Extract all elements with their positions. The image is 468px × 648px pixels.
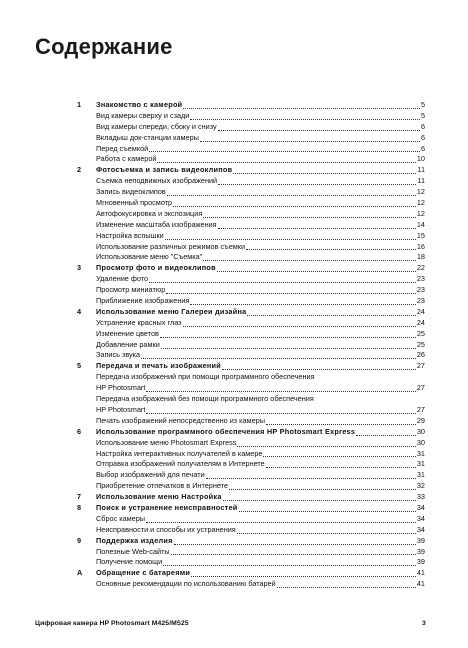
toc-page-number: 12 xyxy=(416,198,425,208)
toc-section-row[interactable] xyxy=(0,579,468,590)
toc-chapter-number: 3 xyxy=(77,263,82,273)
toc-chapter-row[interactable] xyxy=(0,361,468,372)
toc-page-number: 15 xyxy=(416,230,425,240)
toc-section-row[interactable] xyxy=(0,372,468,383)
toc-entry[interactable] xyxy=(96,296,425,307)
toc-section-row[interactable] xyxy=(0,459,468,470)
toc-page-number: 25 xyxy=(416,339,425,349)
toc-entry[interactable] xyxy=(96,198,425,209)
toc-page-number: 12 xyxy=(416,187,425,197)
toc-entry-title: Печать изображений непосредственно из камеры xyxy=(96,415,265,425)
toc-dot-leader xyxy=(160,330,416,338)
toc-page-number: 33 xyxy=(416,492,425,502)
toc-entry[interactable] xyxy=(96,220,425,231)
toc-entry-title: Передача изображений при помощи программного обеспечения xyxy=(96,372,315,382)
toc-page-number: 23 xyxy=(416,285,425,295)
toc-dot-leader xyxy=(149,144,420,152)
toc-page-number: 24 xyxy=(416,317,425,327)
toc-dot-leader xyxy=(183,101,420,109)
toc-dot-leader xyxy=(218,221,416,229)
toc-dot-leader xyxy=(190,112,420,120)
toc-section-row[interactable] xyxy=(0,405,468,416)
toc-dot-leader xyxy=(200,134,420,142)
toc-page-number: 22 xyxy=(416,263,425,273)
toc-dot-leader xyxy=(161,341,416,349)
toc-entry[interactable] xyxy=(96,209,425,220)
toc-entry[interactable] xyxy=(96,361,425,372)
toc-page-number: 27 xyxy=(416,383,425,393)
toc-entry-title: Добавление рамки xyxy=(96,339,160,349)
toc-entry[interactable] xyxy=(96,165,425,176)
toc-page-number: 41 xyxy=(416,568,425,578)
toc-entry-title: Использование меню "Съемка" xyxy=(96,252,203,262)
toc-page-number: 30 xyxy=(416,437,425,447)
toc-dot-leader xyxy=(222,362,416,370)
toc-entry[interactable] xyxy=(96,111,425,122)
toc-entry[interactable] xyxy=(96,307,425,318)
toc-page-number: 34 xyxy=(416,513,425,523)
toc-dot-leader xyxy=(173,199,416,207)
toc-entry[interactable] xyxy=(96,242,425,253)
toc-page-number: 26 xyxy=(416,350,425,360)
toc-dot-leader xyxy=(183,319,416,327)
toc-entry[interactable] xyxy=(96,405,425,416)
toc-entry[interactable] xyxy=(96,372,425,383)
toc-section-row[interactable] xyxy=(0,557,468,568)
toc-entry-title: Приобретение отпечатков в Интернете xyxy=(96,481,229,491)
toc-section-row[interactable] xyxy=(0,394,468,405)
toc-entry-title: Съемка неподвижных изображений xyxy=(96,176,218,186)
toc-dot-leader xyxy=(163,558,416,566)
toc-entry-title: Перед съемкой xyxy=(96,143,149,153)
toc-entry[interactable] xyxy=(96,176,425,187)
toc-entry-title: Запись видеоклипов xyxy=(96,187,166,197)
toc-entry[interactable] xyxy=(96,503,425,514)
toc-section-row[interactable] xyxy=(0,111,468,122)
toc-page-number: 14 xyxy=(416,219,425,229)
toc-page-number: 5 xyxy=(420,110,425,120)
toc-dot-leader xyxy=(171,547,416,555)
toc-dot-leader xyxy=(174,537,416,545)
toc-dot-leader xyxy=(266,460,416,468)
toc-section-row[interactable] xyxy=(0,154,468,165)
toc-section-row[interactable] xyxy=(0,481,468,492)
toc-dot-leader xyxy=(191,569,416,577)
toc-entry[interactable] xyxy=(96,492,425,503)
toc-entry[interactable] xyxy=(96,481,425,492)
toc-entry-title: Просмотр фото и видеоклипов xyxy=(96,263,216,273)
toc-entry-title: Приближение изображения xyxy=(96,296,190,306)
toc-page-number: 27 xyxy=(416,404,425,414)
toc-page-number: 31 xyxy=(416,448,425,458)
toc-page-number: 34 xyxy=(416,524,425,534)
toc-section-row[interactable] xyxy=(0,274,468,285)
toc-section-row[interactable] xyxy=(0,231,468,242)
toc-section-row[interactable] xyxy=(0,242,468,253)
toc-page-number: 11 xyxy=(417,165,425,175)
toc-entry-title: Поддержка изделия xyxy=(96,535,173,545)
toc-entry-title: Использование программного обеспечения HP Photosmart Express xyxy=(96,426,356,436)
toc-entry-title: Работа с камерой xyxy=(96,154,157,164)
toc-entry-title: Обращение с батареями xyxy=(96,568,191,578)
toc-entry-title: Полезные Web-сайты xyxy=(96,546,170,556)
toc-entry-title: Удаление фото xyxy=(96,274,149,284)
toc-entry[interactable] xyxy=(96,154,425,165)
toc-entry[interactable] xyxy=(96,579,425,590)
toc-entry[interactable] xyxy=(96,427,425,438)
toc-dot-leader xyxy=(218,177,416,185)
toc-page-number: 24 xyxy=(416,306,425,316)
toc-chapter-number: 9 xyxy=(77,535,82,545)
toc-section-row[interactable] xyxy=(0,176,468,187)
toc-entry[interactable] xyxy=(96,122,425,133)
toc-dot-leader xyxy=(146,406,416,414)
toc-section-row[interactable] xyxy=(0,547,468,558)
toc-dot-leader xyxy=(190,297,415,305)
toc-entry[interactable] xyxy=(96,438,425,449)
toc-entry-title: Знакомство с камерой xyxy=(96,100,183,109)
toc-page-number: 12 xyxy=(416,208,425,218)
toc-dot-leader xyxy=(217,264,416,272)
toc-section-row[interactable] xyxy=(0,318,468,329)
toc-chapter-row[interactable] xyxy=(0,503,468,514)
toc-dot-leader xyxy=(149,275,416,283)
toc-section-row[interactable] xyxy=(0,449,468,460)
toc-dot-leader xyxy=(229,482,416,490)
toc-page-number: 25 xyxy=(416,328,425,338)
toc-page-number: 6 xyxy=(420,143,425,153)
page-title: Содержание xyxy=(35,34,173,59)
toc-chapter-number: 7 xyxy=(77,492,82,502)
table-of-contents xyxy=(0,100,468,590)
toc-section-row[interactable] xyxy=(0,438,468,449)
toc-page-number: 31 xyxy=(416,459,425,469)
toc-section-row[interactable] xyxy=(0,285,468,296)
toc-page-number: 5 xyxy=(420,100,425,109)
toc-chapter-number: 8 xyxy=(77,502,82,512)
toc-section-row[interactable] xyxy=(0,198,468,209)
toc-chapter-number: 5 xyxy=(77,361,82,371)
toc-section-row[interactable] xyxy=(0,133,468,144)
toc-dot-leader xyxy=(237,526,416,534)
toc-entry[interactable] xyxy=(96,318,425,329)
toc-entry-title: HP Photosmart xyxy=(96,383,146,393)
toc-entry-title: Автофокусировка и экспозиция xyxy=(96,208,203,218)
toc-page-number: 34 xyxy=(416,502,425,512)
toc-section-row[interactable] xyxy=(0,296,468,307)
toc-dot-leader xyxy=(203,210,416,218)
toc-entry[interactable] xyxy=(96,449,425,460)
toc-chapter-number: A xyxy=(77,568,83,578)
toc-page-number: 16 xyxy=(416,241,425,251)
toc-entry[interactable] xyxy=(96,525,425,536)
toc-entry-title: HP Photosmart xyxy=(96,404,146,414)
toc-chapter-number: 4 xyxy=(77,306,82,316)
toc-entry-title: Устранение красных глаз xyxy=(96,317,182,327)
toc-entry-title: Фотосъемка и запись видеоклипов xyxy=(96,165,233,175)
toc-section-row[interactable] xyxy=(0,514,468,525)
toc-entry[interactable] xyxy=(96,383,425,394)
toc-dot-leader xyxy=(233,166,416,174)
toc-section-row[interactable] xyxy=(0,329,468,340)
toc-entry-title: Запись звука xyxy=(96,350,141,360)
toc-entry[interactable] xyxy=(96,536,425,547)
toc-section-row[interactable] xyxy=(0,209,468,220)
toc-chapter-row[interactable] xyxy=(0,427,468,438)
toc-page-number: 11 xyxy=(417,176,425,186)
toc-dot-leader xyxy=(277,580,416,588)
footer-page-number: 3 xyxy=(422,620,426,627)
toc-dot-leader xyxy=(165,232,416,240)
toc-entry-title: Вид камеры сверху и сзади xyxy=(96,110,190,120)
toc-dot-leader xyxy=(146,384,416,392)
toc-chapter-number: 1 xyxy=(77,100,82,109)
toc-dot-leader xyxy=(206,471,416,479)
toc-entry[interactable] xyxy=(96,252,425,263)
toc-entry-title: Мгновенный просмотр xyxy=(96,198,173,208)
toc-entry[interactable] xyxy=(96,274,425,285)
toc-page-number: 31 xyxy=(416,470,425,480)
toc-page-number: 39 xyxy=(416,535,425,545)
toc-section-row[interactable] xyxy=(0,383,468,394)
toc-section-row[interactable] xyxy=(0,350,468,361)
toc-dot-leader xyxy=(167,188,416,196)
toc-page-number: 32 xyxy=(416,481,425,491)
toc-section-row[interactable] xyxy=(0,340,468,351)
toc-entry[interactable] xyxy=(96,568,425,579)
toc-entry[interactable] xyxy=(96,350,425,361)
toc-chapter-number: 6 xyxy=(77,426,82,436)
toc-entry[interactable] xyxy=(96,470,425,481)
toc-entry-title: Просмотр миниатюр xyxy=(96,285,166,295)
toc-entry-title: Настройка вспышки xyxy=(96,230,164,240)
toc-dot-leader xyxy=(247,308,415,316)
toc-entry[interactable] xyxy=(96,144,425,155)
toc-page-number: 18 xyxy=(416,252,425,262)
toc-entry-title: Основные рекомендации по использованию батарей xyxy=(96,579,276,589)
toc-dot-leader xyxy=(223,493,416,501)
toc-entry[interactable] xyxy=(96,459,425,470)
toc-section-row[interactable] xyxy=(0,220,468,231)
toc-entry[interactable] xyxy=(96,263,425,274)
toc-dot-leader xyxy=(266,417,416,425)
toc-entry-title: Настройка интерактивных получателей в камере xyxy=(96,448,263,458)
toc-page-number: 39 xyxy=(416,546,425,556)
toc-entry-title: Отправка изображений получателям в Интернете xyxy=(96,459,265,469)
toc-dot-leader xyxy=(146,515,416,523)
toc-entry-title: Использование меню Настройка xyxy=(96,492,222,502)
toc-chapter-number: 2 xyxy=(77,165,82,175)
toc-section-row[interactable] xyxy=(0,122,468,133)
toc-entry[interactable] xyxy=(96,285,425,296)
toc-page-number: 23 xyxy=(416,296,425,306)
toc-entry-title: Передача и печать изображений xyxy=(96,361,222,371)
toc-dot-leader xyxy=(157,155,415,163)
toc-dot-leader xyxy=(166,286,416,294)
toc-chapter-row[interactable] xyxy=(0,492,468,503)
toc-entry[interactable] xyxy=(96,231,425,242)
toc-entry-title: Изменение цветов xyxy=(96,328,159,338)
toc-entry[interactable] xyxy=(96,394,425,405)
toc-section-row[interactable] xyxy=(0,144,468,155)
toc-entry[interactable] xyxy=(96,329,425,340)
footer-product-name: Цифровая камера HP Photosmart M425/M525 xyxy=(35,620,189,627)
toc-chapter-row[interactable] xyxy=(0,100,468,111)
toc-page-number: 41 xyxy=(416,579,425,589)
toc-page-number: 10 xyxy=(416,154,425,164)
toc-section-row[interactable] xyxy=(0,470,468,481)
toc-entry-title: Передача изображений без помощи программного обеспечения xyxy=(96,394,314,404)
toc-dot-leader xyxy=(239,504,416,512)
toc-page-number: 39 xyxy=(416,557,425,567)
toc-entry[interactable] xyxy=(96,557,425,568)
toc-entry-title: Поиск и устранение неисправностей xyxy=(96,502,238,512)
toc-dot-leader xyxy=(246,242,416,250)
toc-chapter-row[interactable] xyxy=(0,263,468,274)
toc-page-number: 6 xyxy=(420,132,425,142)
toc-section-row[interactable] xyxy=(0,416,468,427)
toc-page-number: 6 xyxy=(420,121,425,131)
toc-dot-leader xyxy=(141,351,416,359)
toc-entry-title: Неисправности и способы их устранения xyxy=(96,524,236,534)
toc-entry-title: Использование меню Галереи дизайна xyxy=(96,306,247,316)
toc-section-row[interactable] xyxy=(0,252,468,263)
toc-dot-leader xyxy=(356,428,416,436)
toc-entry-title: Использование различных режимов съемки xyxy=(96,241,246,251)
toc-entry[interactable] xyxy=(96,416,425,427)
toc-chapter-row[interactable] xyxy=(0,568,468,579)
toc-page-number: 27 xyxy=(416,361,425,371)
toc-entry-title: Вкладыш док-станции камеры xyxy=(96,132,199,142)
toc-chapter-row[interactable] xyxy=(0,536,468,547)
toc-dot-leader xyxy=(218,123,420,131)
toc-section-row[interactable] xyxy=(0,525,468,536)
toc-section-row[interactable] xyxy=(0,187,468,198)
toc-chapter-row[interactable] xyxy=(0,165,468,176)
toc-page-number: 30 xyxy=(416,426,425,436)
toc-entry[interactable] xyxy=(96,340,425,351)
toc-entry[interactable] xyxy=(96,133,425,144)
toc-entry[interactable] xyxy=(96,547,425,558)
toc-entry-title: Получение помощи xyxy=(96,557,163,567)
toc-entry-title: Сброс камеры xyxy=(96,513,146,523)
toc-entry[interactable] xyxy=(96,514,425,525)
toc-chapter-row[interactable] xyxy=(0,307,468,318)
toc-entry-title: Изменение масштаба изображения xyxy=(96,219,217,229)
toc-dot-leader xyxy=(203,253,416,261)
toc-dot-leader xyxy=(237,439,415,447)
toc-page-number: 23 xyxy=(416,274,425,284)
toc-dot-leader xyxy=(263,449,415,457)
toc-page-number: 29 xyxy=(416,415,425,425)
toc-entry-title: Выбор изображений для печати xyxy=(96,470,205,480)
toc-entry[interactable] xyxy=(96,100,425,111)
toc-entry[interactable] xyxy=(96,187,425,198)
toc-entry-title: Вид камеры спереди, сбоку и снизу xyxy=(96,121,217,131)
toc-entry-title: Использование меню Photosmart Express xyxy=(96,437,237,447)
